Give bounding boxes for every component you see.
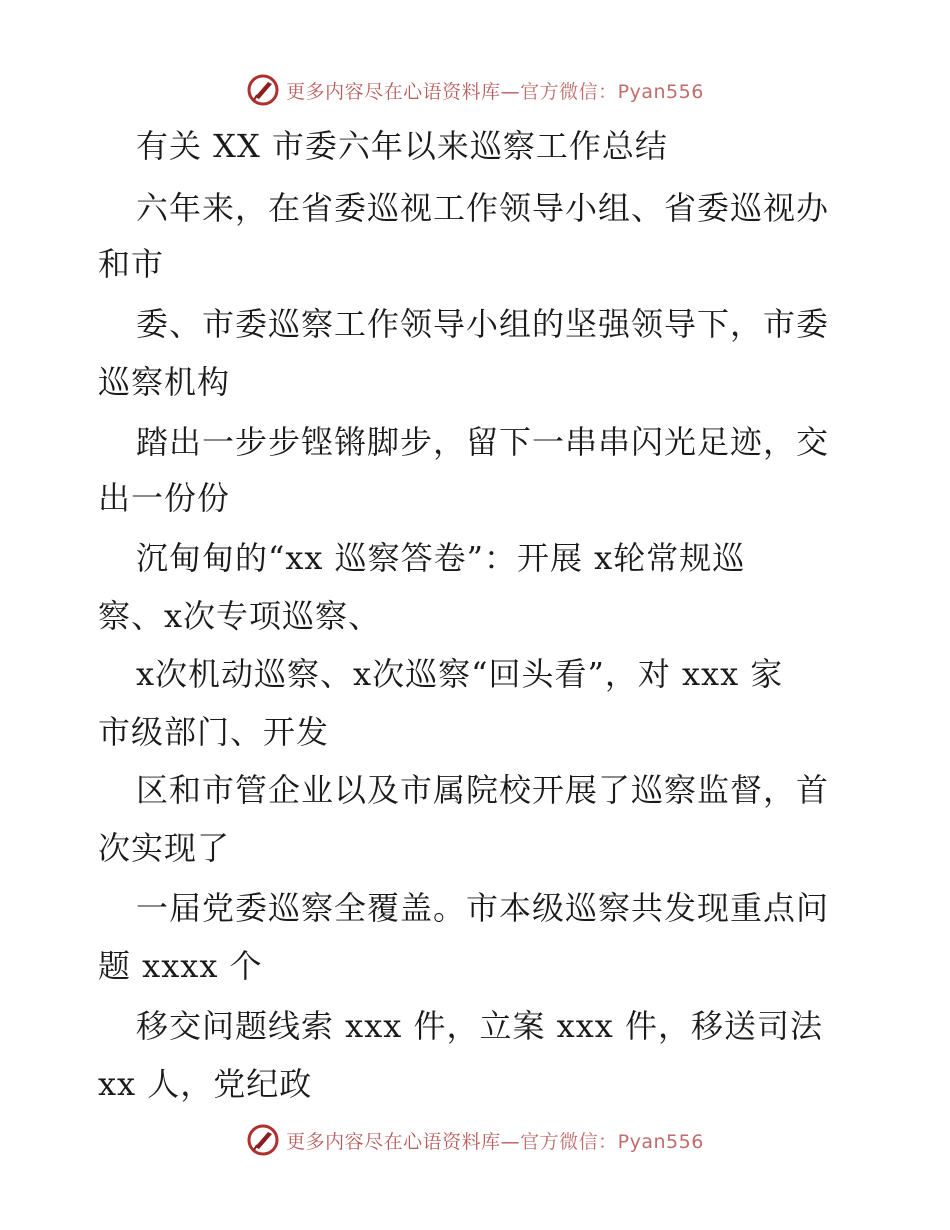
text-line: 踏出一步步铿锵脚步，留下一串串闪光足迹，交 <box>136 423 830 461</box>
text-line: x次机动巡察、x次巡察“回头看”，对 xxx 家 <box>136 655 784 693</box>
quill-logo-icon <box>246 73 280 107</box>
text-line: xx 人，党纪政 <box>98 1065 313 1103</box>
watermark-text: 更多内容尽在心语资料库—官方微信：Pyan556 <box>286 1130 704 1153</box>
text-line: 出一份份 <box>98 479 231 517</box>
text-line: 巡察机构 <box>98 363 231 401</box>
text-line: 察、x次专项巡察、 <box>98 597 382 635</box>
text-line: 区和市管企业以及市属院校开展了巡察监督，首 <box>136 771 830 809</box>
text-line: 六年来，在省委巡视工作领导小组、省委巡视办 <box>136 189 830 227</box>
text-line: 一届党委巡察全覆盖。市本级巡察共发现重点问 <box>136 889 830 927</box>
title-line: 有关 XX 市委六年以来巡察工作总结 <box>136 127 668 165</box>
watermark-text: 更多内容尽在心语资料库—官方微信：Pyan556 <box>286 80 704 103</box>
quill-logo-icon <box>246 1123 280 1157</box>
text-line: 委、市委巡察工作领导小组的坚强领导下，市委 <box>136 305 830 343</box>
text-line: 次实现了 <box>98 829 231 867</box>
text-line: 移交问题线索 xxx 件，立案 xxx 件，移送司法 <box>136 1007 823 1045</box>
text-line: 和市 <box>98 245 165 283</box>
text-line: 市级部门、开发 <box>98 713 330 751</box>
footer-watermark <box>0 1120 950 1160</box>
text-line: 题 xxxx 个 <box>98 947 263 985</box>
header-watermark <box>0 70 950 110</box>
text-line: 沉甸甸的“xx 巡察答卷”：开展 x轮常规巡 <box>136 539 746 577</box>
